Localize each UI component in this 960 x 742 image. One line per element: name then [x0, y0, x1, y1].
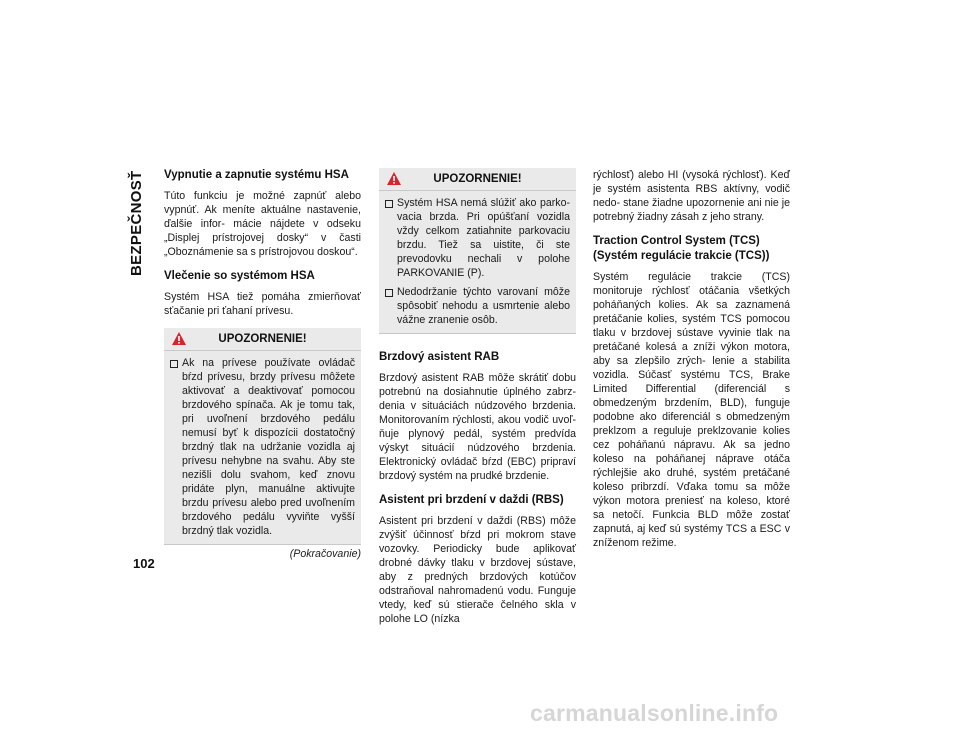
watermark-text: carmanualsonline.info — [530, 700, 779, 726]
warning-triangle-icon — [386, 171, 402, 186]
warning-item-text: Systém HSA nemá slúžiť ako parko- vacia brzda. Pri opúšťaní vozidla vždy celkom zatiahnite parkovaciu brzdu. Tiež sa uistite, či ste prevodovku nechali v polohe PARKOVANIE (P). — [397, 197, 570, 279]
heading-rab: Brzdový asistent RAB — [379, 351, 500, 363]
heading-hsa-toggle: Vypnutie a zapnutie systému HSA — [164, 169, 349, 181]
section-side-tab: BEZPEČNOSŤ — [128, 170, 145, 276]
warning-item-text: Ak na prívese používate ovládač bŕzd prívesu, brzdy prívesu môžete aktivovať a deaktivovať pomocou brzdového spínača. Ak je tomu tak, pri uvoľnení brzdového pedálu nemusí byť k dispozícii dostatočný brzdný tlak na udržanie vozidla aj prívesu nehybne na svahu. Aby ste nezišli dolu svahom, keď znovu pridáte plyn, manuálne aktivujte brzdu prívesu alebo pred uvoľnením brzdového pedálu vyviňte vyšší brzdný tlak vozidla. — [182, 357, 355, 537]
heading-tcs-sk: (Systém regulácie trakcie (TCS)) — [593, 250, 770, 262]
checkbox-bullet-icon — [385, 289, 393, 297]
warning-item — [385, 196, 570, 280]
warning-title: UPOZORNENIE! — [433, 173, 522, 185]
paragraph-rbs-continued: rýchlosť) alebo HI (vysoká rýchlosť). Keď je systém asistenta RBS aktívny, vodič nedo- stane žiadne upozornenie ani nie je potrebný žiadny zásah z jeho strany. — [593, 169, 790, 223]
warning-box — [164, 328, 361, 545]
column-middle — [379, 168, 576, 626]
heading-hsa-towing: Vlečenie so systémom HSA — [164, 270, 315, 282]
page-number: 102 — [133, 556, 155, 571]
continued-note: (Pokračovanie) — [289, 548, 361, 560]
column-left — [164, 168, 361, 561]
warning-item — [385, 285, 570, 327]
paragraph-rbs: Asistent pri brzdení v daždi (RBS) môže zvýšiť účinnosť bŕzd pri mokrom stave vozovky. Periodicky bude aplikovať drobné dávky tlaku v brzdovej sústave, aby z predných brzdových kotúčov odstraňoval nahromadenú vodu. Funguje vtedy, keď sú stierače čelného skla v polohe LO (nízka — [379, 515, 576, 625]
warning-item — [170, 356, 355, 538]
warning-header — [164, 328, 361, 351]
column-right — [593, 168, 790, 550]
heading-rbs: Asistent pri brzdení v daždi (RBS) — [379, 494, 564, 506]
heading-tcs: Traction Control System (TCS) — [593, 235, 760, 247]
paragraph-hsa-towing: Systém HSA tiež pomáha zmierňovať sťačanie pri ťahaní prívesu. — [164, 291, 361, 317]
paragraph-rab: Brzdový asistent RAB môže skrátiť dobu potrebnú na dosiahnutie úplného zabrz- denia v situáciách núdzového brzdenia. Monitorovaním rýchlosti, akou vodič uvoľ- ňuje plynový pedál, systém predvída výskyt situácií núdzového brzdenia. Elektronický ovládač bŕzd (EBC) pripraví brzdový systém na prudké brzdenie. — [379, 372, 576, 482]
warning-item-text: Nedodržanie týchto varovaní môže spôsobiť nehodu a usmrtenie alebo vážne zranenie osôb. — [397, 286, 570, 326]
paragraph-tcs: Systém regulácie trakcie (TCS) monitoruje rýchlosť otáčania všetkých poháňaných kolies. Ak sa zaznamená pretáčanie kolies, systém TCS pomocou tlaku v brzdovej sústave vyvinie tlak na pretáčané kolesá a zníži výkon motora, aby sa zlepšilo zrých- lenie a stabilita vozidla. Súčasť systému TCS, Brake Limited Differential (diferenciál s obmedzeným brzdením, BLD), funguje podobne ako diferenciál s obmedzeným preklzom a reguluje preklzovanie kolies cez poháňanú nápravu. Ak sa jedno koleso na poháňanej náprave otáča rýchlejšie ako druhé, systém pretáčané koleso pribrzdí. Vďaka tomu sa môže výkon motora preniesť na koleso, ktoré sa netočí. Funkcia BLD môže zostať zapnutá, aj keď sú systémy TCS a ESC v zníženom režime. — [593, 271, 790, 549]
paragraph-hsa-toggle: Túto funkciu je možné zapnúť alebo vypnúť. Ak meníte aktuálne nastavenie, ďalšie infor- mácie nájdete v odseku „Displej prístrojovej dosky“ v časti „Oboznámenie sa s prístrojovou doskou“. — [164, 190, 361, 258]
checkbox-bullet-icon — [385, 200, 393, 208]
warning-box — [379, 168, 576, 334]
warning-triangle-icon — [171, 331, 187, 346]
warning-header — [379, 168, 576, 191]
warning-title: UPOZORNENIE! — [218, 333, 307, 345]
checkbox-bullet-icon — [170, 360, 178, 368]
